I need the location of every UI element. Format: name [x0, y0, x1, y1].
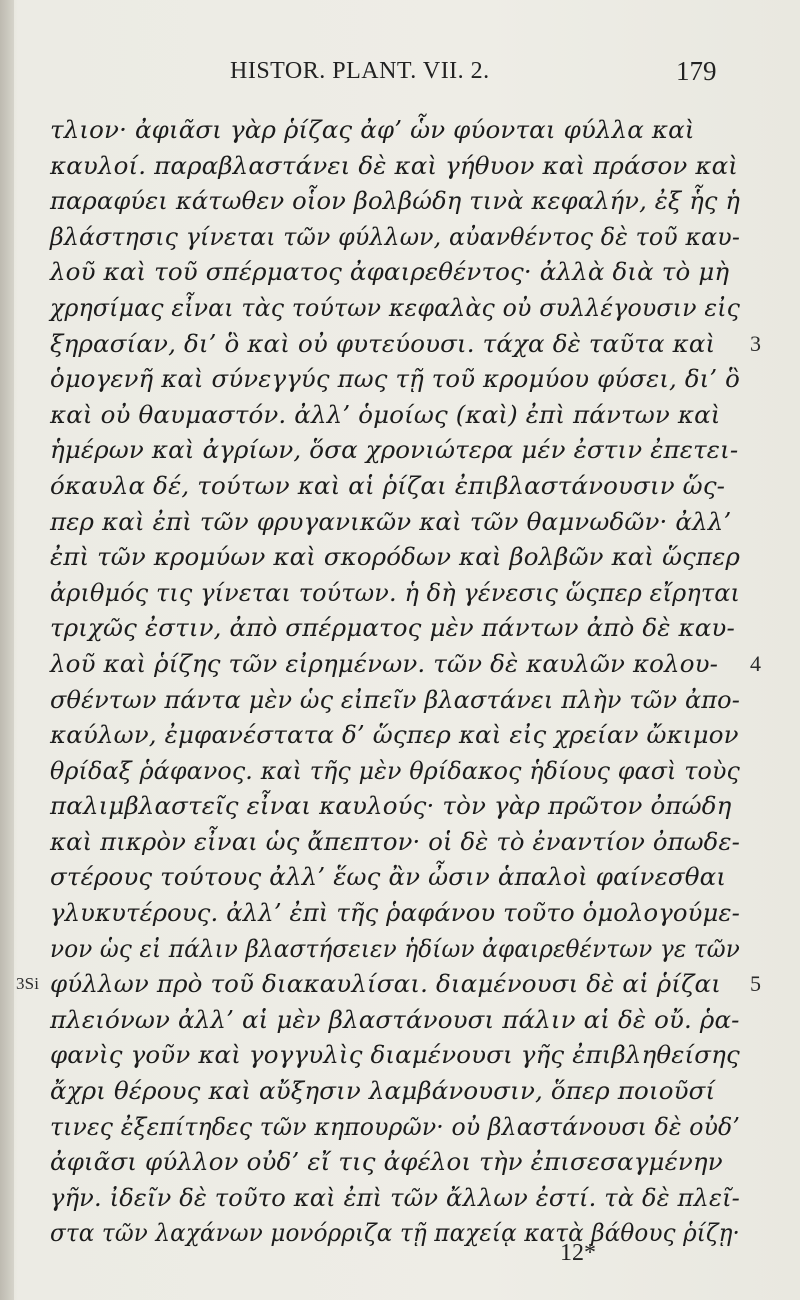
text-line: [50, 1109, 740, 1145]
text-line: [50, 254, 740, 290]
line-text: ἄχρι θέρους καὶ αὔξησιν λαμβάνουσιν, ὅπερ ποιοῦσί: [50, 1076, 716, 1106]
text-line: [50, 183, 740, 219]
line-text: ὁμογενῆ καὶ σύνεγγύς πως τῇ τοῦ κρομύου φύσει, δι’ ὃ: [50, 364, 740, 394]
text-line: [50, 931, 740, 967]
text-line: [50, 788, 740, 824]
text-line: [50, 290, 740, 326]
text-line: [50, 1180, 740, 1216]
margin-section-number: 5: [750, 971, 762, 997]
text-line: [50, 148, 740, 184]
line-text: θρίδαξ ῥάφανος. καὶ τῆς μὲν θρίδακος ἡδίους φασὶ τοὺς: [50, 755, 740, 785]
line-text: τινες ἐξεπίτηδες τῶν κηπουρῶν· οὐ βλαστάνουσι δὲ οὐδ’: [50, 1111, 740, 1141]
line-text: καυλοί. παραβλαστάνει δὲ καὶ γήθυον καὶ πράσον καὶ: [50, 150, 739, 180]
text-line: [50, 682, 740, 718]
text-line: [50, 112, 740, 148]
line-text: λοῦ καὶ τοῦ σπέρματος ἀφαιρεθέντος· ἀλλὰ διὰ τὸ μὴ: [50, 257, 730, 287]
line-text: παραφύει κάτωθεν οἷον βολβώδη τινὰ κεφαλήν, ἐξ ἧς ἡ: [50, 186, 740, 216]
signature-mark: 12*: [560, 1240, 596, 1266]
text-line: [50, 575, 740, 611]
running-title: HISTOR. PLANT. VII. 2.: [230, 58, 490, 84]
line-text: τριχῶς ἐστιν, ἀπὸ σπέρματος μὲν πάντων ἀπὸ δὲ καυ-: [50, 613, 735, 643]
line-text: βλάστησις γίνεται τῶν φύλλων, αὐανθέντος δὲ τοῦ καυ-: [50, 221, 740, 251]
text-line: [50, 859, 740, 895]
line-text: χρησίμας εἶναι τὰς τούτων κεφαλὰς οὐ συλλέγουσιν εἰς: [50, 292, 741, 322]
line-text: ξηρασίαν, δι’ ὃ καὶ οὐ φυτεύουσι. τάχα δὲ ταῦτα καὶ: [50, 328, 716, 358]
line-text: φανὶς γοῦν καὶ γογγυλὶς διαμένουσι γῆς ἐπιβληθείσης: [50, 1040, 740, 1070]
text-line: [50, 1215, 740, 1251]
line-text: λοῦ καὶ ῥίζης τῶν εἰρημένων. τῶν δὲ καυλῶν κολου-: [50, 648, 719, 678]
line-text: ἀφιᾶσι φύλλον οὐδ’ εἴ τις ἀφέλοι τὴν ἐπισεσαγμένην: [50, 1147, 723, 1177]
text-line: [50, 1002, 740, 1038]
left-margin-marker: 3Si: [16, 974, 40, 994]
margin-section-number: 3: [750, 330, 762, 356]
text-line: [50, 468, 740, 504]
line-text: όκαυλα δέ, τούτων καὶ αἱ ῥίζαι ἐπιβλαστάνουσιν ὥς-: [50, 470, 726, 500]
page-number: 179: [676, 56, 717, 86]
text-line: [50, 1073, 740, 1109]
line-text: ἀριθμός τις γίνεται τούτων. ἡ δὴ γένεσις ὥςπερ εἴρηται: [50, 577, 741, 607]
line-text: περ καὶ ἐπὶ τῶν φρυγανικῶν καὶ τῶν θαμνωδῶν· ἀλλ’: [50, 506, 732, 536]
text-line: [50, 326, 762, 362]
line-text: φύλλων πρὸ τοῦ διακαυλίσαι. διαμένουσι δὲ αἱ ῥίζαι: [50, 969, 721, 999]
text-line: [50, 504, 740, 540]
line-text: καὶ οὐ θαυμαστόν. ἀλλ’ ὁμοίως (καὶ) ἐπὶ πάντων καὶ: [50, 399, 721, 429]
page-spine-shadow: [0, 0, 14, 1300]
text-line: [50, 610, 740, 646]
line-text: γῆν. ἰδεῖν δὲ τοῦτο καὶ ἐπὶ τῶν ἄλλων ἐστί. τὰ δὲ πλεῖ-: [50, 1182, 740, 1212]
text-line: [50, 753, 740, 789]
line-text: ἡμέρων καὶ ἀγρίων, ὅσα χρονιώτερα μέν ἐστιν ἐπετει-: [50, 435, 739, 465]
text-line: [50, 895, 740, 931]
line-text: πλειόνων ἀλλ’ αἱ μὲν βλαστάνουσι πάλιν αἱ δὲ οὔ. ῥα-: [50, 1004, 740, 1034]
body-text: [16, 112, 762, 1251]
text-line: [16, 966, 762, 1002]
text-line: [50, 361, 740, 397]
text-line: [50, 717, 740, 753]
line-text: σθέντων πάντα μὲν ὡς εἰπεῖν βλαστάνει πλὴν τῶν ἀπο-: [50, 684, 740, 714]
text-line: [50, 824, 740, 860]
text-line: [50, 1037, 740, 1073]
line-text: τλιον· ἀφιᾶσι γὰρ ῥίζας ἀφ’ ὧν φύονται φύλλα καὶ: [50, 115, 695, 144]
text-line: [50, 219, 740, 255]
line-text: παλιμβλαστεῖς εἶναι καυλούς· τὸν γὰρ πρῶτον ὀπώδη: [50, 791, 732, 821]
text-line: [50, 539, 740, 575]
text-line: [50, 1144, 740, 1180]
line-text: στέρους τούτους ἀλλ’ ἕως ἂν ὦσιν ἁπαλοὶ φαίνεσθαι: [50, 862, 727, 892]
text-line: [50, 397, 740, 433]
line-text: στα τῶν λαχάνων μονόρριζα τῇ παχείᾳ κατὰ βάθους ῥίζῃ·: [50, 1218, 741, 1248]
line-text: ἐπὶ τῶν κρομύων καὶ σκορόδων καὶ βολβῶν καὶ ὥςπερ: [50, 542, 740, 572]
margin-section-number: 4: [750, 650, 762, 676]
text-line: [50, 432, 740, 468]
line-text: νον ὡς εἰ πάλιν βλαστήσειεν ἡδίων ἀφαιρεθέντων γε τῶν: [50, 933, 740, 963]
line-text: γλυκυτέρους. ἀλλ’ ἐπὶ τῆς ῥαφάνου τοῦτο ὁμολογούμε-: [50, 898, 740, 928]
text-line: [50, 646, 762, 682]
line-text: καὶ πικρὸν εἶναι ὡς ἄπεπτον· οἱ δὲ τὸ ἐναντίον ὀπωδε-: [50, 826, 740, 856]
line-text: καύλων, ἐμφανέστατα δ’ ὥςπερ καὶ εἰς χρείαν ὤκιμον: [50, 720, 739, 750]
